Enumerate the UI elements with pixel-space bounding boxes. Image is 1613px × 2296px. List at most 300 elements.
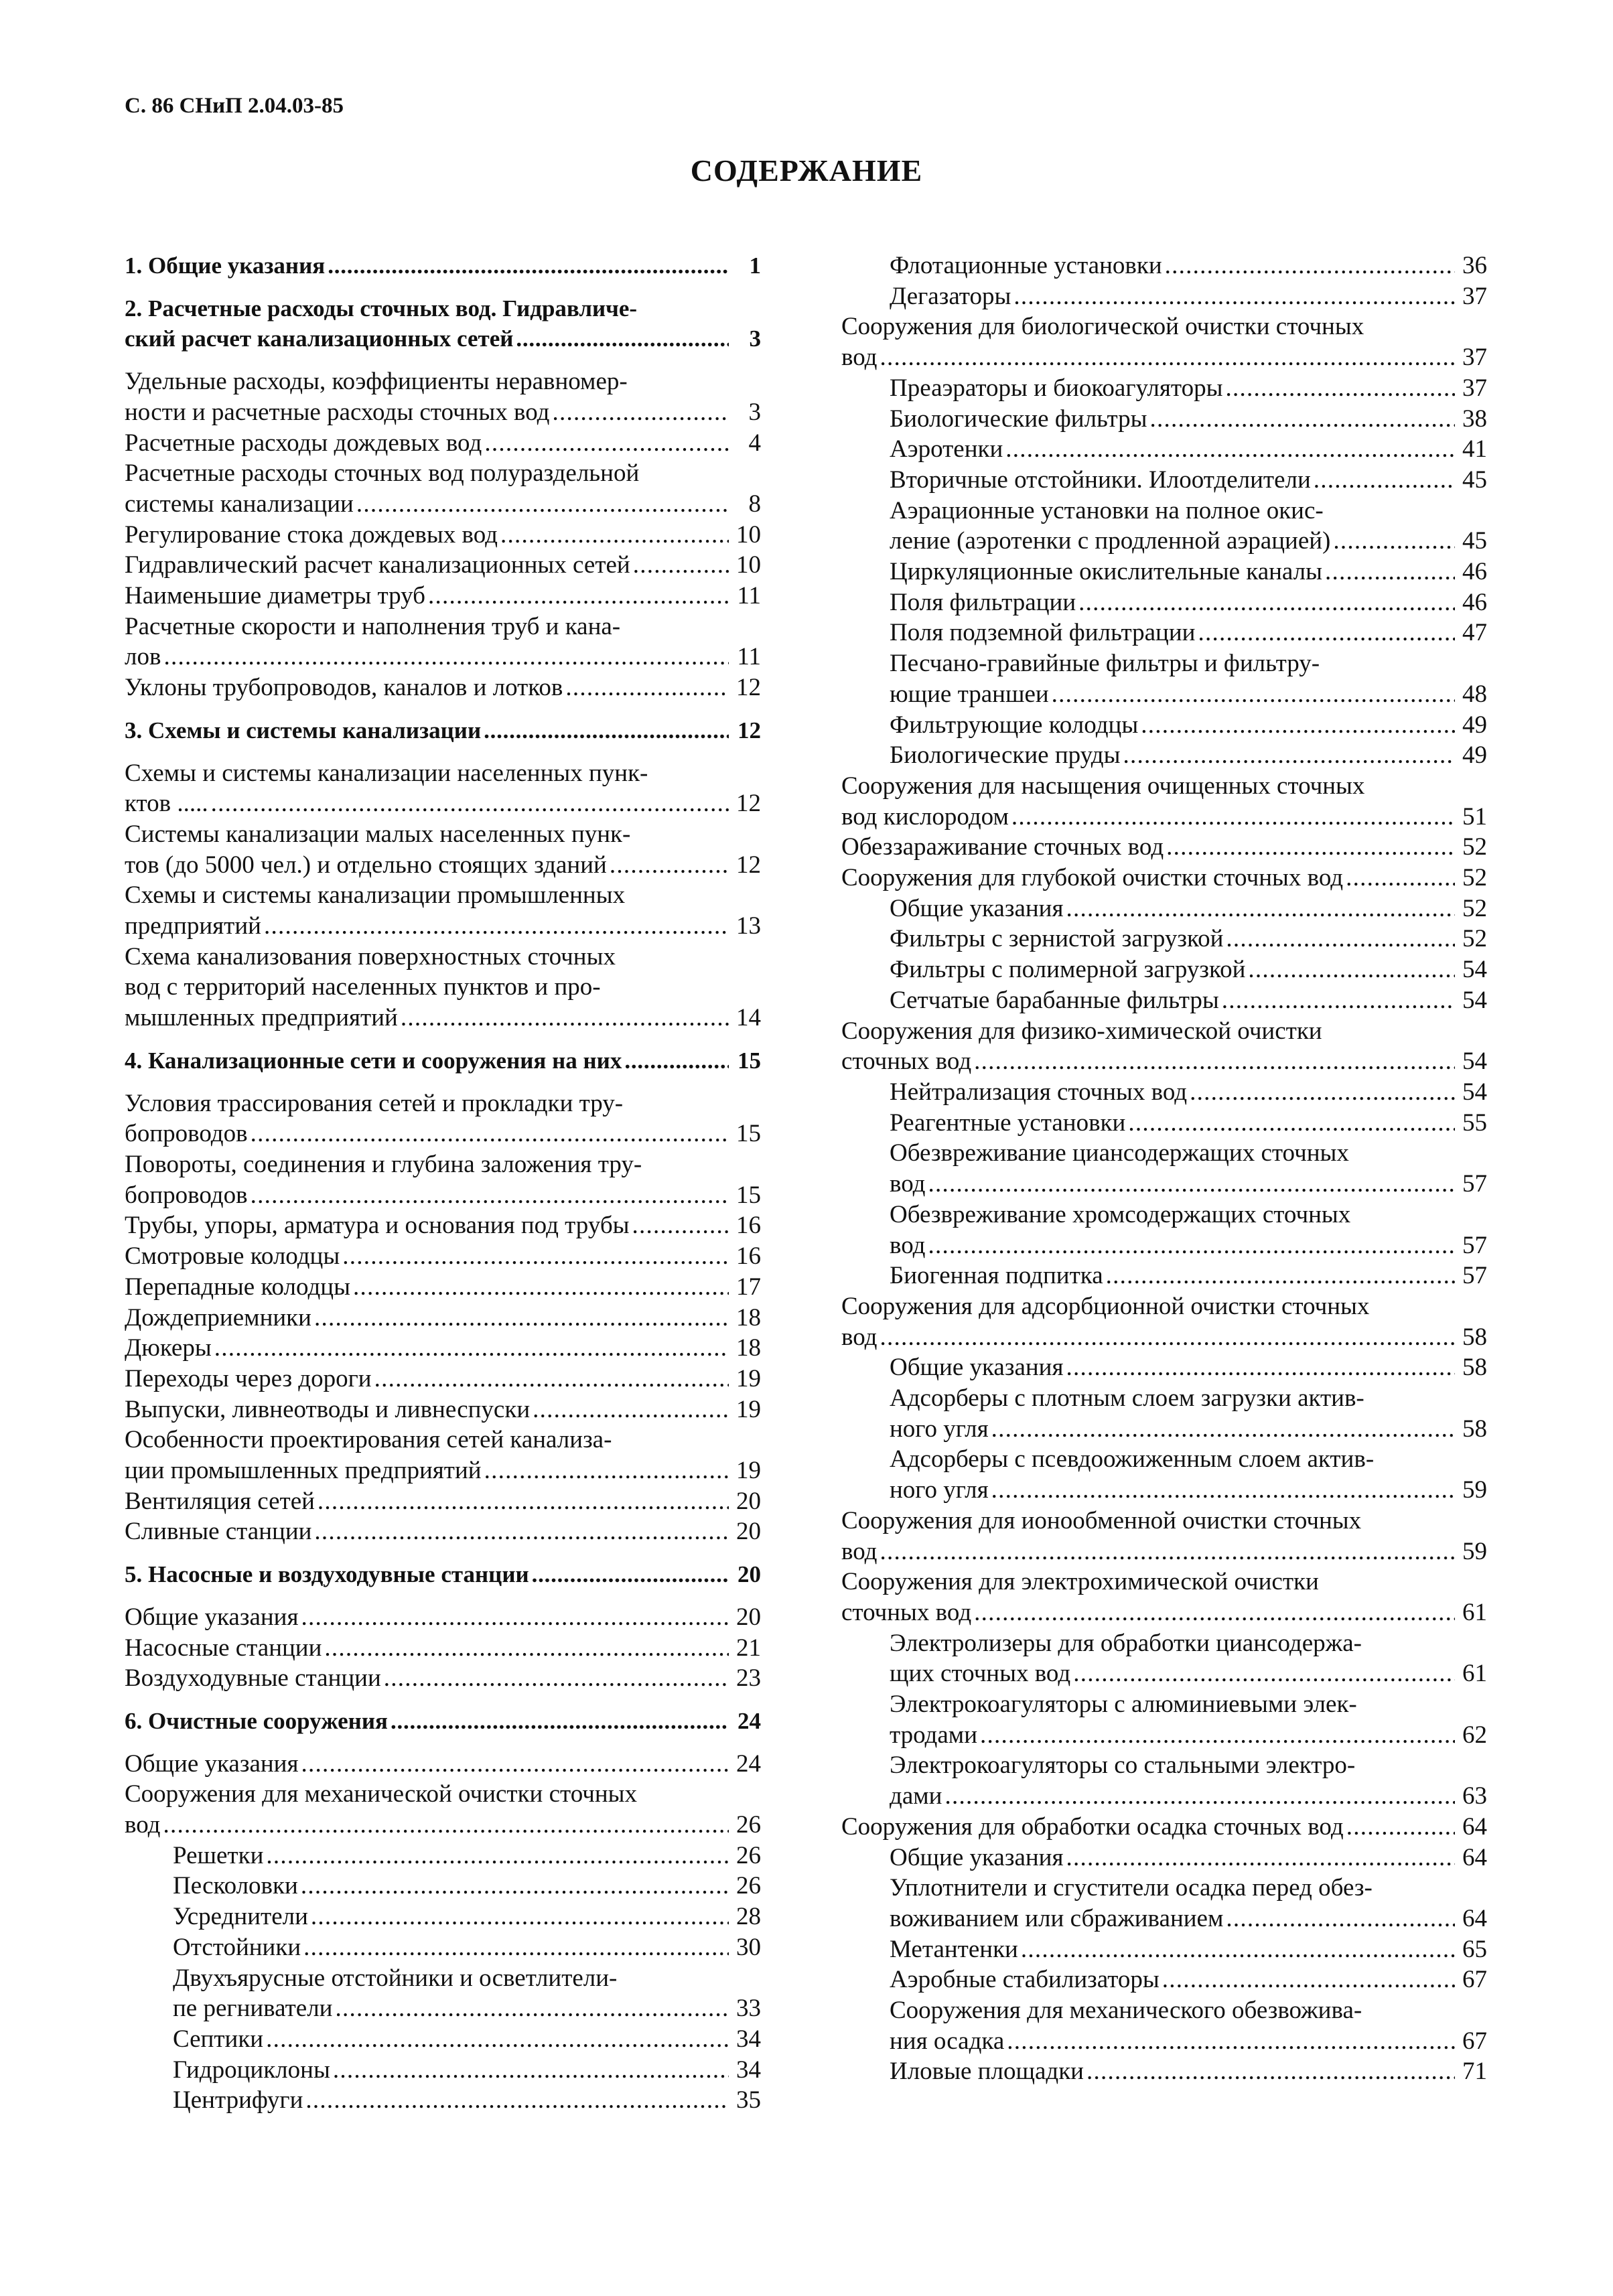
toc-entry-text: Аэрационные установки на полное окис-: [890, 496, 1324, 524]
toc-entry: [841, 1444, 1487, 1505]
toc-entry-text: Регулирование стока дождевых вод: [125, 520, 498, 549]
toc-page-number: 1: [749, 253, 761, 279]
toc-entry: [841, 954, 1487, 985]
toc-page-number: 58: [1462, 1415, 1487, 1443]
toc-page-number: 52: [1462, 925, 1487, 953]
dot-leader: [1346, 1812, 1455, 1843]
toc-entry-text: Аэротенки: [890, 435, 1003, 463]
dot-leader: [305, 2085, 729, 2116]
toc-entry: [125, 1425, 761, 1486]
toc-entry-text: Сетчатые барабанные фильтры: [890, 986, 1219, 1014]
toc-entry-text: ющие траншеи: [890, 680, 1049, 708]
dot-leader: [1066, 893, 1455, 924]
toc-entry-text: 2. Расчетные расходы сточных вод. Гидравличе-: [125, 295, 638, 321]
toc-page-number: 26: [736, 1872, 761, 1900]
dot-leader: [1226, 1904, 1455, 1934]
toc-entry-text: Схема канализования поверхностных сточных: [125, 942, 616, 971]
toc-entry-text: Гидравлический расчет канализационных сетей: [125, 551, 630, 579]
toc-page-number: 46: [1462, 588, 1487, 616]
dot-leader: [335, 1993, 729, 2024]
dot-leader: [880, 1536, 1455, 1567]
toc-entry-text: Расчетные расходы дождевых вод: [125, 429, 482, 457]
toc-page-number: 57: [1462, 1262, 1487, 1290]
toc-page-number: 15: [738, 1047, 761, 1074]
toc-entry-text: Насосные станции: [125, 1634, 322, 1662]
toc-entry-text: Септики: [173, 2025, 264, 2053]
toc-entry-text: вод: [890, 1231, 926, 1259]
toc-entry: [125, 1749, 761, 1780]
toc-entry: [841, 985, 1487, 1016]
toc-entry: [841, 1812, 1487, 1843]
toc-entry-text: ности и расчетные расходы сточных вод: [125, 398, 550, 426]
toc-entry-text: Аэробные стабилизаторы: [890, 1966, 1160, 1994]
dot-leader: [1011, 802, 1455, 833]
toc-entry: [125, 1241, 761, 1272]
toc-page-number: 26: [736, 1841, 761, 1869]
toc-entry-text: Электрокоагуляторы со стальными электро-: [890, 1751, 1356, 1780]
toc-entry-text: Выпуски, ливнеотводы и ливнеспуски: [125, 1395, 531, 1423]
dot-leader: [301, 1602, 729, 1633]
toc-entry-text: Песколовки: [173, 1872, 298, 1900]
dot-leader: [333, 2055, 729, 2086]
dot-leader: [974, 1046, 1455, 1077]
toc-entry-text: Общие указания: [890, 894, 1064, 922]
toc-entry: [125, 1559, 761, 1590]
toc-entry-text: Обезвреживание циансодержащих сточных: [890, 1139, 1349, 1167]
toc-entry: [125, 672, 761, 703]
toc-page-number: 4: [748, 429, 761, 457]
toc-page-number: 37: [1462, 344, 1487, 372]
dot-leader: [1086, 2056, 1455, 2087]
toc-entry: [841, 618, 1487, 648]
toc-entry-text: щих сточных вод: [890, 1660, 1071, 1688]
toc-page-number: 11: [737, 582, 761, 610]
toc-entry-text: системы канализации: [125, 490, 354, 518]
toc-entry-text: Удельные расходы, коэффициенты неравномер-: [125, 368, 628, 396]
toc-entry-text: Решетки: [173, 1841, 264, 1869]
toc-page-number: 45: [1462, 465, 1487, 494]
dot-leader: [1226, 924, 1455, 954]
toc-page-number: 45: [1462, 527, 1487, 555]
toc-entry: [125, 1663, 761, 1694]
toc-entry-text: бопроводов: [125, 1120, 248, 1148]
dot-leader: [1141, 710, 1455, 741]
toc-page-number: 3: [748, 398, 761, 426]
toc-entry: [125, 2024, 761, 2055]
toc-page-number: 38: [1462, 405, 1487, 433]
dot-leader: [211, 788, 729, 819]
toc-entry-text: Наименьшие диаметры труб: [125, 582, 426, 610]
toc-page-number: 49: [1462, 741, 1487, 770]
toc-entry: [125, 1963, 761, 2024]
toc-entry-text: Усреднители: [173, 1903, 308, 1931]
toc-page-number: 24: [736, 1749, 761, 1778]
dot-leader: [1225, 373, 1455, 404]
dot-leader: [610, 850, 729, 881]
toc-entry-text: Вторичные отстойники. Илоотделители: [890, 465, 1311, 494]
toc-page-number: 26: [736, 1811, 761, 1839]
toc-entry: [841, 587, 1487, 618]
toc-entry-text: вод: [125, 1811, 161, 1839]
dot-leader: [1078, 587, 1455, 618]
toc-page-number: 59: [1462, 1476, 1487, 1504]
toc-page-number: 20: [736, 1603, 761, 1631]
toc-entry: [841, 1108, 1487, 1139]
dot-leader: [356, 489, 729, 520]
toc-entry-text: воживанием или сбраживанием: [890, 1904, 1224, 1932]
toc-page-number: 59: [1462, 1537, 1487, 1565]
toc-page-number: 58: [1462, 1354, 1487, 1382]
toc-entry-text: Отстойники: [173, 1933, 301, 1961]
toc-entry: [841, 648, 1487, 709]
toc-entry-text: Флотационные установки: [890, 252, 1162, 279]
toc-entry: [125, 293, 761, 354]
toc-entry: [841, 1689, 1487, 1750]
toc-page-number: 24: [738, 1707, 761, 1734]
toc-entry-text: Сооружения для насыщения очищенных сточных: [841, 772, 1365, 800]
dot-leader: [1106, 1261, 1455, 1291]
toc-page-number: 20: [736, 1518, 761, 1546]
toc-page-number: 12: [738, 717, 761, 743]
toc-entry: [125, 1210, 761, 1241]
toc-page-number: 64: [1462, 1812, 1487, 1841]
toc-page-number: 67: [1462, 2027, 1487, 2055]
toc-entry-text: Фильтры с полимерной загрузкой: [890, 956, 1246, 984]
toc-page-number: 63: [1462, 1782, 1487, 1810]
toc-page-number: 15: [736, 1181, 761, 1209]
toc-page-number: 55: [1462, 1108, 1487, 1137]
dot-leader: [374, 1364, 729, 1394]
toc-page-number: 13: [736, 912, 761, 940]
toc-entry-text: Вентиляция сетей: [125, 1487, 315, 1515]
toc-entry: [125, 1333, 761, 1364]
toc-entry-text: Расчетные скорости и наполнения труб и кана-: [125, 612, 621, 640]
toc-entry-text: Сооружения для физико-химической очистки: [841, 1017, 1322, 1045]
toc-entry-text: Реагентные установки: [890, 1108, 1126, 1137]
toc-page-number: 54: [1462, 986, 1487, 1014]
toc-entry: [125, 1364, 761, 1394]
toc-entry-text: Гидроциклоны: [173, 2056, 330, 2084]
dot-leader: [880, 1322, 1455, 1353]
dot-leader: [163, 1810, 729, 1841]
toc-entry-text: Электрокоагуляторы с алюминиевыми элек-: [890, 1691, 1357, 1719]
dot-leader: [314, 1303, 729, 1334]
dot-leader: [980, 1720, 1455, 1751]
toc-page-number: 54: [1462, 956, 1487, 984]
dot-leader: [1123, 740, 1456, 771]
toc-entry-text: Переходы через дороги: [125, 1364, 372, 1392]
toc-entry: [125, 758, 761, 819]
dot-leader: [251, 1180, 729, 1211]
toc-entry: [125, 1779, 761, 1840]
toc-entry: [125, 1149, 761, 1210]
toc-page-number: 28: [736, 1903, 761, 1931]
toc-entry: [841, 924, 1487, 954]
toc-entry: [841, 404, 1487, 435]
toc-entry: [125, 2085, 761, 2116]
dot-leader: [624, 1046, 729, 1076]
toc-entry-text: Схемы и системы канализации промышленных: [125, 881, 626, 910]
page-title: СОДЕРЖАНИЕ: [690, 153, 923, 188]
toc-entry: [841, 1291, 1487, 1352]
toc-entry: [841, 1200, 1487, 1261]
toc-entry-text: ния осадка: [890, 2027, 1005, 2055]
toc-page-number: 3: [749, 326, 761, 352]
toc-entry-text: Уклоны трубопроводов, каналов и лотков: [125, 674, 563, 702]
toc-entry: [125, 1394, 761, 1425]
toc-entry: [841, 1383, 1487, 1444]
toc-entry: [125, 366, 761, 427]
toc-entry: [841, 1750, 1487, 1811]
dot-leader: [1165, 250, 1455, 281]
toc-entry-text: Адсорберы с плотным слоем загрузки актив-: [890, 1384, 1364, 1413]
toc-entry: [841, 1567, 1487, 1628]
toc-page-number: 37: [1462, 374, 1487, 402]
toc-page-number: 16: [736, 1212, 761, 1240]
dot-leader: [1190, 1077, 1455, 1108]
dot-leader: [1248, 954, 1455, 985]
toc-entry: [125, 1046, 761, 1076]
toc-entry: [841, 311, 1487, 372]
toc-entry-text: лов: [125, 643, 161, 671]
toc-page-number: 64: [1462, 1843, 1487, 1871]
toc-entry: [125, 1516, 761, 1547]
toc-page-number: 21: [736, 1634, 761, 1662]
toc-entry-text: ктов .....: [125, 790, 208, 818]
toc-page-number: 47: [1462, 619, 1487, 647]
toc-entry-text: Смотровые колодцы: [125, 1242, 340, 1271]
toc-entry-text: Преаэраторы и биокоагуляторы: [890, 374, 1223, 402]
toc-page-number: 34: [736, 2056, 761, 2084]
toc-entry-text: Сооружения для ионообменной очистки сточных: [841, 1506, 1362, 1534]
toc-entry-text: Сооружения для адсорбционной очистки сточных: [841, 1292, 1370, 1320]
toc-entry-text: Фильтрующие колодцы: [890, 711, 1139, 739]
toc-entry-text: Уплотнители и сгустители осадка перед обез-: [890, 1874, 1373, 1902]
dot-leader: [314, 1516, 729, 1547]
dot-leader: [565, 672, 729, 703]
toc-entry-text: Сооружения для механической очистки сточных: [125, 1780, 638, 1808]
toc-page-number: 30: [736, 1933, 761, 1961]
toc-page-number: 12: [736, 790, 761, 818]
dot-leader: [214, 1333, 729, 1364]
dot-leader: [163, 642, 729, 672]
toc-entry: [125, 1272, 761, 1303]
dot-leader: [301, 1749, 729, 1780]
dot-leader: [324, 1633, 729, 1664]
toc-entry-text: Центрифуги: [173, 2086, 303, 2114]
toc-page-number: 64: [1462, 1904, 1487, 1932]
dot-leader: [484, 1455, 729, 1486]
toc-entry-text: Электролизеры для обработки циансодержа-: [890, 1629, 1362, 1657]
toc-entry: [841, 1138, 1487, 1199]
toc-entry-text: бопроводов: [125, 1181, 248, 1209]
dot-leader: [384, 1663, 729, 1694]
toc-page-number: 11: [737, 643, 761, 671]
dot-leader: [328, 250, 729, 281]
toc-page-number: 37: [1462, 282, 1487, 310]
toc-entry: [125, 1932, 761, 1963]
dot-leader: [928, 1169, 1455, 1200]
toc-entry-text: вод: [841, 1537, 878, 1565]
dot-leader: [500, 520, 729, 551]
toc-entry-text: тов (до 5000 чел.) и отдельно стоящих зданий: [125, 851, 607, 879]
toc-entry: [841, 496, 1487, 557]
dot-leader: [1325, 557, 1455, 587]
dot-leader: [391, 1706, 729, 1737]
toc-entry: [841, 832, 1487, 863]
toc-right-column: [841, 250, 1487, 2087]
toc-entry: [841, 465, 1487, 496]
dot-leader: [974, 1597, 1455, 1628]
dot-leader: [1150, 404, 1455, 435]
toc-entry-text: Сооружения для биологической очистки сточных: [841, 313, 1364, 341]
toc-entry: [125, 1088, 761, 1149]
toc-page-number: 61: [1462, 1598, 1487, 1626]
toc-entry: [125, 1602, 761, 1633]
toc-entry: [125, 458, 761, 519]
toc-page-number: 65: [1462, 1935, 1487, 1963]
toc-entry: [841, 557, 1487, 587]
toc-page-number: 57: [1462, 1170, 1487, 1198]
dot-leader: [264, 911, 729, 942]
toc-entry: [125, 1633, 761, 1664]
toc-entry-text: дами: [890, 1782, 942, 1810]
toc-entry: [125, 819, 761, 880]
dot-leader: [991, 1475, 1455, 1506]
toc-entry: [841, 893, 1487, 924]
toc-page-number: 16: [736, 1242, 761, 1271]
dot-leader: [1066, 1843, 1455, 1873]
toc-entry-text: 4. Канализационные сети и сооружения на них: [125, 1047, 622, 1074]
toc-page-number: 51: [1462, 802, 1487, 831]
dot-leader: [1052, 679, 1455, 710]
toc-page-number: 52: [1462, 864, 1487, 892]
toc-entry: [841, 281, 1487, 312]
toc-entry-text: пе регниватели: [173, 1995, 333, 2023]
toc-entry-text: Воздуходувные станции: [125, 1664, 381, 1693]
toc-page-number: 15: [736, 1120, 761, 1148]
dot-leader: [266, 2024, 729, 2055]
toc-page-number: 12: [736, 851, 761, 879]
dot-leader: [353, 1272, 729, 1303]
dot-leader: [1333, 526, 1455, 557]
toc-page-number: 8: [748, 490, 761, 518]
dot-leader: [1314, 465, 1455, 496]
dot-leader: [928, 1230, 1455, 1261]
toc-entry-text: предприятий: [125, 912, 261, 940]
toc-entry-text: Перепадные колодцы: [125, 1273, 350, 1301]
toc-entry-text: Обезвреживание хромсодержащих сточных: [890, 1200, 1351, 1228]
toc-entry-text: 5. Насосные и воздуходувные станции: [125, 1561, 529, 1588]
toc-entry: [125, 1871, 761, 1902]
toc-entry: [125, 428, 761, 459]
toc-entry-text: тродами: [890, 1721, 978, 1749]
toc-entry: [841, 2056, 1487, 2087]
toc-entry-text: 1. Общие указания: [125, 253, 326, 279]
dot-leader: [632, 1210, 729, 1241]
toc-entry-text: Иловые площадки: [890, 2058, 1084, 2086]
toc-entry-text: Адсорберы с псевдоожиженным слоем актив-: [890, 1445, 1375, 1474]
dot-leader: [532, 1559, 729, 1590]
toc-entry: [841, 373, 1487, 404]
toc-entry: [841, 250, 1487, 281]
toc-page-number: 71: [1462, 2058, 1487, 2086]
toc-page-number: 12: [736, 674, 761, 702]
toc-entry: [841, 1843, 1487, 1873]
toc-page-number: 34: [736, 2025, 761, 2053]
toc-entry-text: Поля фильтрации: [890, 588, 1076, 616]
toc-entry-text: Общие указания: [890, 1843, 1064, 1871]
toc-entry: [125, 880, 761, 941]
toc-entry-text: Системы канализации малых населенных пунк-: [125, 820, 631, 848]
toc-entry-text: Сооружения для глубокой очистки сточных вод: [841, 864, 1344, 892]
toc-entry-text: Условия трассирования сетей и прокладки тру-: [125, 1089, 624, 1117]
toc-entry-text: Нейтрализация сточных вод: [890, 1078, 1188, 1106]
dot-leader: [1021, 1934, 1455, 1965]
dot-leader: [484, 428, 729, 459]
toc-page-number: 10: [736, 520, 761, 549]
dot-leader: [342, 1241, 729, 1272]
toc-entry: [841, 1995, 1487, 2056]
toc-entry: [125, 581, 761, 612]
toc-entry-text: Общие указания: [125, 1749, 299, 1778]
dot-leader: [1066, 1352, 1455, 1383]
toc-page-number: 54: [1462, 1048, 1487, 1076]
toc-entry: [841, 1352, 1487, 1383]
dot-leader: [553, 397, 729, 428]
toc-entry-text: мышленных предприятий: [125, 1004, 398, 1032]
toc-entry-text: Поля подземной фильтрации: [890, 619, 1196, 647]
toc-entry-text: Сооружения для обработки осадка сточных вод: [841, 1812, 1344, 1841]
toc-entry: [841, 1077, 1487, 1108]
toc-entry-text: Особенности проектирования сетей канализа-: [125, 1426, 612, 1454]
toc-entry-text: Биологические фильтры: [890, 405, 1147, 433]
toc-entry: [125, 520, 761, 551]
toc-page-number: 48: [1462, 680, 1487, 708]
toc-entry-text: Трубы, упоры, арматура и основания под трубы: [125, 1212, 630, 1240]
toc-entry: [125, 1303, 761, 1334]
toc-page-number: 17: [736, 1273, 761, 1301]
dot-leader: [266, 1841, 729, 1871]
toc-entry: [125, 1486, 761, 1517]
dot-leader: [944, 1781, 1455, 1812]
toc-entry: [125, 942, 761, 1033]
toc-entry-text: 3. Схемы и системы канализации: [125, 717, 482, 743]
toc-entry: [841, 1934, 1487, 1965]
toc-page-number: 14: [736, 1004, 761, 1032]
running-head: С. 86 СНиП 2.04.03-85: [125, 94, 344, 118]
toc-entry: [841, 1964, 1487, 1995]
toc-entry-text: сточных вод: [841, 1598, 972, 1626]
toc-entry: [125, 1902, 761, 1932]
toc-entry-text: Биогенная подпитка: [890, 1262, 1103, 1290]
toc-entry: [841, 863, 1487, 893]
toc-page-number: 58: [1462, 1323, 1487, 1351]
dot-leader: [516, 324, 729, 354]
dot-leader: [1073, 1658, 1455, 1689]
dot-leader: [533, 1394, 729, 1425]
toc-entry-text: Повороты, соединения и глубина заложения тру-: [125, 1150, 642, 1178]
toc-entry-text: Общие указания: [125, 1603, 299, 1631]
toc-page-number: 19: [736, 1364, 761, 1392]
toc-entry: [841, 1506, 1487, 1567]
dot-leader: [301, 1871, 729, 1902]
dot-leader: [1005, 434, 1455, 465]
toc-page-number: 54: [1462, 1078, 1487, 1106]
toc-page-number: 10: [736, 551, 761, 579]
toc-entry: [125, 1706, 761, 1737]
toc-page-number: 46: [1462, 558, 1487, 586]
